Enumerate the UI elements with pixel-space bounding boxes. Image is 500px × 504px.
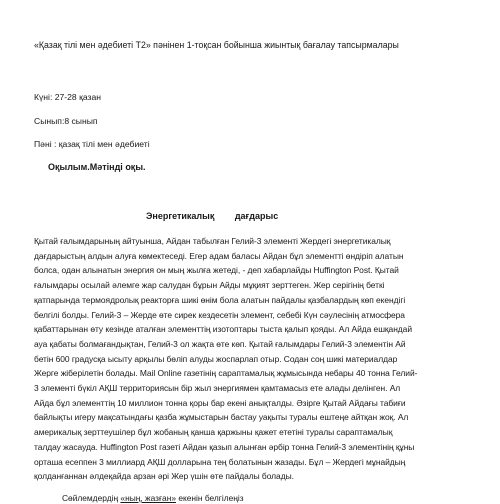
article-line: орташа есеппен 3 миллиард АҚШ долларына тең болатынын жазады. Бұл – Жердегі мұнайдың bbox=[34, 456, 406, 467]
article-line: Қытай ғалымдарының айтуынша, Айдан табылған Гелий-3 элементі Жердегі энергетикалық bbox=[34, 236, 391, 246]
article-line: қабаттарынан өту кезінде аталған элементтің изотоптары тыста қалып қояды. Ал Айда ешқандай bbox=[34, 324, 412, 335]
footer-question bbox=[62, 493, 244, 504]
article-line: бетін 600 градусқа ысыту арқылы бөліп алуды жоспарлап отыр. Содан соң шикі материалдар bbox=[34, 353, 398, 364]
article-line: болса, одан алынатын энергия он мың жылға жетеді, - деп хабарлайды Huffington Post. Қытай bbox=[34, 265, 399, 276]
footer-underlined-text: «ның, жазған» bbox=[120, 493, 176, 503]
class-line: Сынып:8 сынып bbox=[34, 116, 98, 126]
article-line: Айда бұл элементтің 10 миллион тонна қоры бар екені анықталды. Әзірге Қытай Айдағы табиғи bbox=[34, 397, 406, 408]
footer-text-after: екенін белгілеңіз bbox=[176, 493, 244, 503]
article-line: белгілі болды. Гелий-3 – Жерде өте сирек кездесетін элемент, себебі Күн сәулесінің атмосфера bbox=[34, 309, 405, 320]
subject-line: Пәні : қазақ тілі мен әдебиеті bbox=[34, 139, 150, 149]
article-line: қолданғаннан әлдеқайда арзан әрі Жер үшін өте пайдалы болады. bbox=[34, 471, 294, 482]
article-line: америкалық зерттеушілер бұл жобаның қанша қаржыны қажет ететіні туралы сараптамалық bbox=[34, 427, 393, 438]
article-line: талдау жасауда. Huffington Post газеті Айдан қазып алынған әрбір тонна Гелий-3 элементінің құны bbox=[34, 441, 415, 452]
article-line: Жерге жіберілетін болады. Mail Online газетінің сараптамалық жұмысында небары 40 тонна Гелий- bbox=[34, 368, 418, 379]
article-line: дағдарыстың алдын алуға көмектеседі. Егер адам баласы Айдан бұл элементті өндіріп алатын bbox=[34, 250, 404, 261]
article-line: қатпарында термоядролық реакторға шикі өнім бола алатын пайдалы қазбалардың көп екендігі bbox=[34, 294, 406, 305]
assessment-header: «Қазақ тілі мен әдебиеті Т2» пәнінен 1-тоқсан бойынша жиынтық бағалау тапсырмалары bbox=[34, 40, 399, 50]
task-heading: Оқылым.Мәтінді оқы. bbox=[48, 162, 146, 172]
article-title: Энергетикалық дағдарыс bbox=[146, 211, 279, 221]
article-line: байлықты игеру мақсатындағы қазба жұмыстарын бастау уақыты туралы ештеңе айтқан жоқ. Ал bbox=[34, 412, 409, 423]
article-line: ғалымдары осылай әлемге жар салудан бұрын Айды мұқият зерттеген. Жер серігінің беткі bbox=[34, 280, 385, 291]
footer-text-before: Сөйлемдердің bbox=[62, 493, 121, 503]
date-line: Күні: 27-28 қазан bbox=[34, 92, 102, 102]
article-line: ауа қабаты болмағандықтан, Гелий-3 ол жақта өте көп. Қытай ғалымдары Гелий-3 элементін Ай bbox=[34, 338, 406, 349]
article-line: 3 элементі бүкіл АҚШ территориясын бір жыл энергиямен қамтамасыз ете алады делінген. Ал bbox=[34, 383, 401, 393]
